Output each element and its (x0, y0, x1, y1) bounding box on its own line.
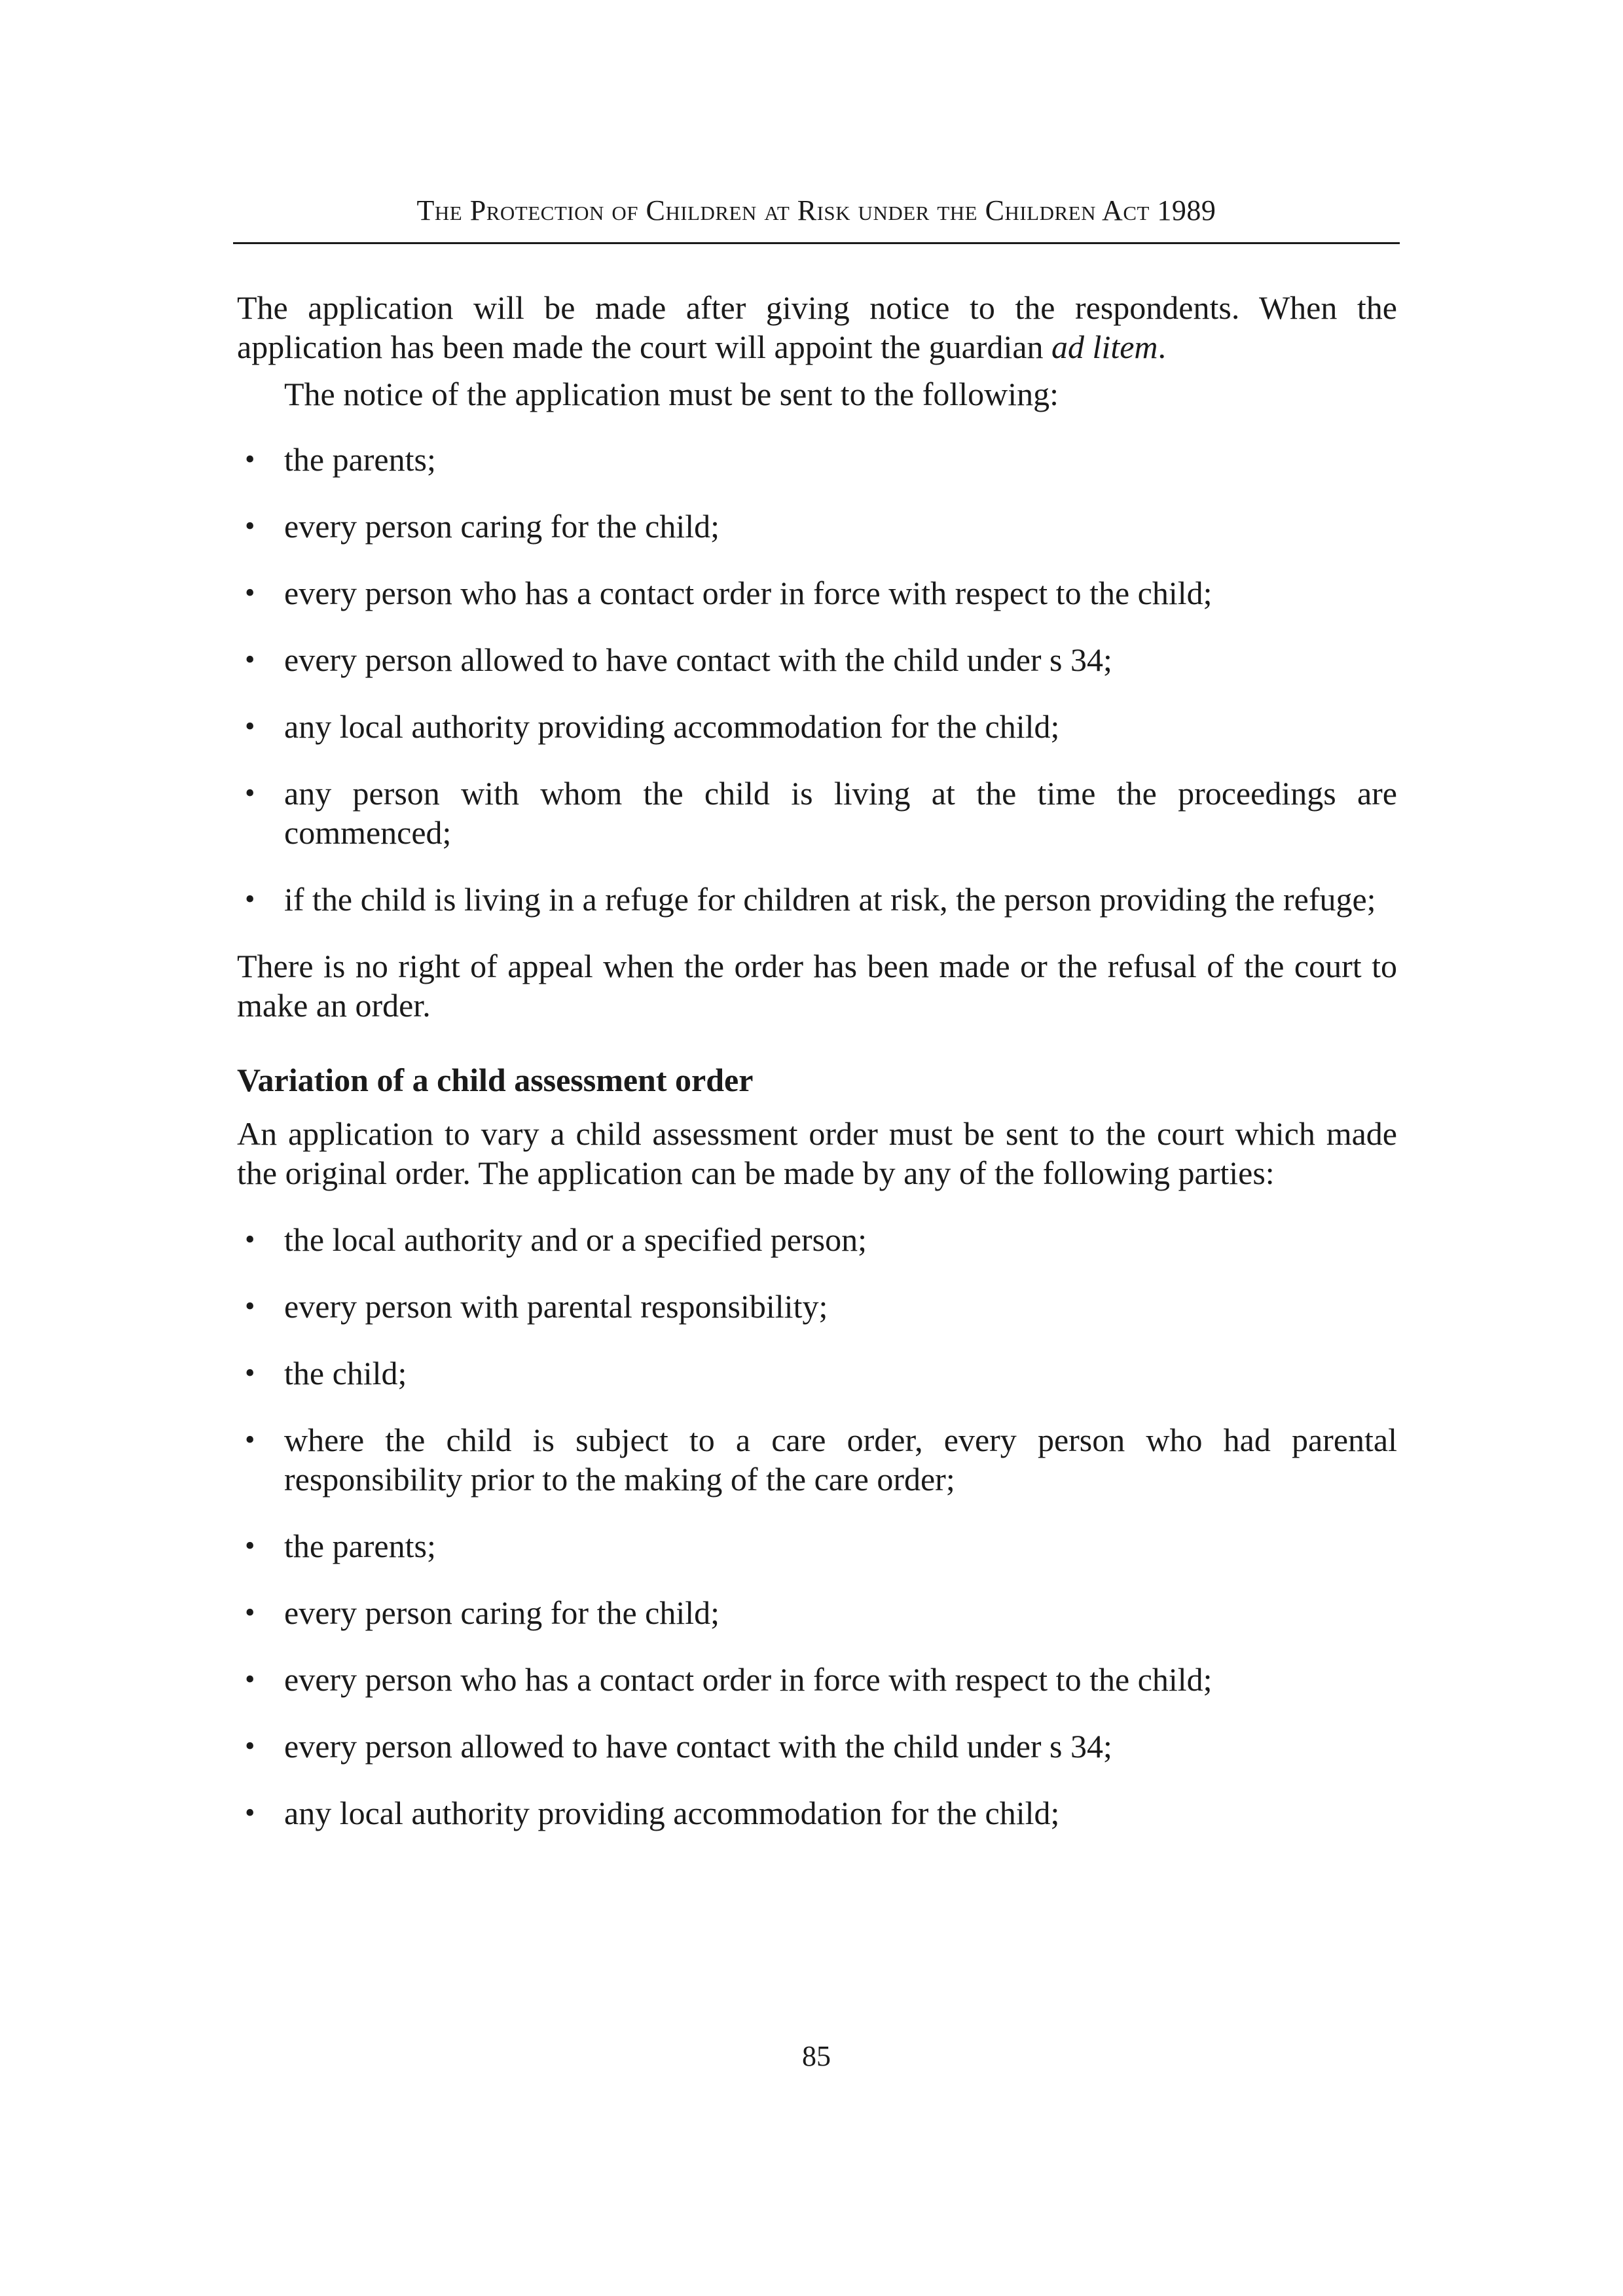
list-item: • every person caring for the child; (245, 508, 720, 545)
variation-parties-list (237, 1220, 1397, 1833)
bullet-icon: • (245, 1797, 255, 1829)
bullet-icon: • (245, 577, 255, 609)
list-item: • the child; (245, 1355, 407, 1391)
paragraph-application-notice (237, 288, 1397, 367)
bullet-icon: • (245, 443, 255, 475)
list-item: • the parents; (245, 1528, 436, 1564)
list-item: • every person who has a contact order in force with respect to the child; (245, 1661, 1213, 1698)
paragraph-text-end: . (1158, 329, 1167, 365)
running-header: The Protection of Children at Risk under the Children Act 1989 (416, 194, 1216, 226)
list-item: • if the child is living in a refuge for children at risk, the person providing the refuge; (245, 881, 1376, 918)
bullet-icon: • (245, 1223, 255, 1255)
bullet-icon: • (245, 1663, 255, 1695)
bullet-icon: • (245, 883, 255, 915)
header-rule (233, 242, 1400, 244)
bullet-icon: • (245, 1357, 255, 1389)
bullet-icon: • (245, 510, 255, 542)
list-item: • any person with whom the child is living at the time the proceedings are commenced; (245, 775, 1397, 851)
paragraph-no-appeal: There is no right of appeal when the order has been made or the refusal of the court to make an order. (237, 948, 1397, 1024)
italic-term: ad litem (1051, 329, 1158, 365)
list-item: • any local authority providing accommodation for the child; (245, 1795, 1060, 1831)
list-item: • any local authority providing accommodation for the child; (245, 708, 1060, 745)
list-item: • where the child is subject to a care order, every person who had parental responsibility prior to the making of the care order; (245, 1422, 1397, 1498)
bullet-icon: • (245, 1730, 255, 1762)
bullet-icon: • (245, 1424, 255, 1456)
bullet-icon: • (245, 1596, 255, 1628)
list-item: • the local authority and or a specified person; (245, 1221, 867, 1258)
paragraph-notice-recipients: The notice of the application must be sent to the following: (284, 376, 1059, 412)
list-item: • every person caring for the child; (245, 1594, 720, 1631)
list-item: • every person with parental responsibility; (245, 1288, 828, 1325)
list-item: • every person allowed to have contact with the child under s 34; (245, 1728, 1112, 1765)
bullet-icon: • (245, 710, 255, 742)
page-number: 85 (802, 2040, 831, 2072)
page-body (237, 288, 1397, 1833)
bullet-icon: • (245, 643, 255, 675)
paragraph-variation: An application to vary a child assessment order must be sent to the court which made the original order. The application can be made by any of the following parties: (237, 1115, 1397, 1191)
list-item: • the parents; (245, 441, 436, 478)
list-item: • every person who has a contact order in force with respect to the child; (245, 575, 1213, 611)
bullet-icon: • (245, 1290, 255, 1322)
paragraph-text: The application will be made after giving notice to the respondents. When the application has been made the court will appoint the guardian (237, 289, 1397, 365)
bullet-icon: • (245, 1530, 255, 1562)
notice-recipients-list (237, 440, 1397, 919)
section-heading: Variation of a child assessment order (237, 1062, 754, 1098)
list-item: • every person allowed to have contact with the child under s 34; (245, 641, 1112, 678)
bullet-icon: • (245, 777, 255, 809)
